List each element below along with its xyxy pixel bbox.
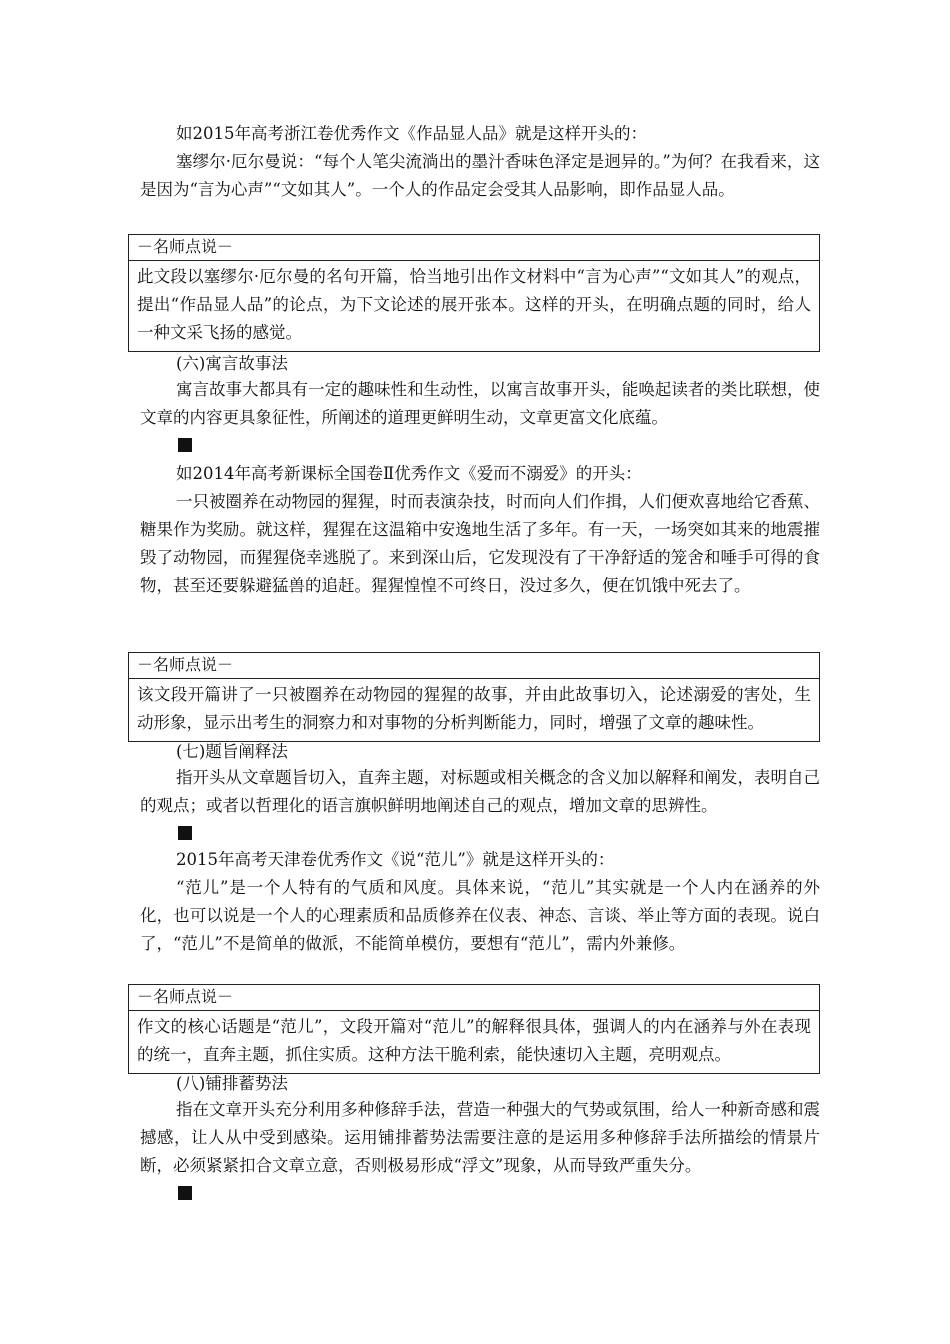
- square-bullet-icon: [178, 826, 192, 840]
- teacher-comment-heading: －名师点说－: [129, 985, 819, 1011]
- teacher-comment-text: 此文段以塞缪尔·厄尔曼的名句开篇，恰当地引出作文材料中“言为心声”“文如其人”的观点，提出“作品显人品”的论点，为下文论述的展开张本。这样的开头，在明确点题的同时，给人一种文采飞扬的感觉。: [137, 267, 811, 342]
- section7-example: “范儿”是一个人特有的气质和风度。具体来说，“范儿”其实就是一个人内在涵养的外化，也可以说是一个人的心理素质和品质修养在仪表、神态、言谈、举止等方面的表现。说白了，“范儿”不是简单的做派，不能简单模仿，要想有“范儿”，需内外兼修。: [140, 878, 820, 953]
- section6-intro: 如2014年高考新课标全国卷Ⅱ优秀作文《爱而不溺爱》的开头：: [176, 464, 642, 483]
- teacher-comment-text: 该文段开篇讲了一只被圈养在动物园的猩猩的故事，并由此故事切入，论述溺爱的害处，生动形象，显示出考生的洞察力和对事物的分析判断能力，同时，增强了文章的趣味性。: [137, 685, 811, 732]
- section6-desc: 寓言故事大都具有一定的趣味性和生动性，以寓言故事开头，能唤起读者的类比联想，使文章的内容更具象征性，所阐述的道理更鲜明生动，文章更富文化底蕴。: [140, 380, 820, 427]
- section6-example: 一只被圈养在动物园的猩猩，时而表演杂技，时而向人们作揖，人们便欢喜地给它香蕉、糖果作为奖励。就这样，猩猩在这温箱中安逸地生活了多年。有一天，一场突如其来的地震摧毁了动物园，而猩猩侥幸逃脱了。来到深山后，它发现没有了干净舒适的笼舍和唾手可得的食物，甚至还要躲避猛兽的追赶。猩猩惶惶不可终日，没过多久，便在饥饿中死去了。: [140, 492, 820, 595]
- teacher-comment-heading: －名师点说－: [129, 653, 819, 679]
- teacher-comment-heading: －名师点说－: [129, 235, 819, 261]
- section5-intro: 如2015年高考浙江卷优秀作文《作品显人品》就是这样开头的：: [176, 124, 647, 143]
- section7-title: (七)题旨阐释法: [176, 742, 288, 761]
- teacher-comment-box: [128, 234, 820, 352]
- section8-title: (八)铺排蓄势法: [176, 1074, 288, 1093]
- square-bullet-icon: [178, 438, 192, 452]
- section5-quote: 塞缪尔·厄尔曼说：“每个人笔尖流淌出的墨汁香味色泽定是迥异的。”为何？在我看来，这是因为“言为心声”“文如其人”。一个人的作品定会受其人品影响，即作品显人品。: [140, 152, 820, 199]
- section6-title: (六)寓言故事法: [176, 354, 288, 373]
- teacher-comment-box: [128, 984, 820, 1074]
- section7-intro: 2015年高考天津卷优秀作文《说“范儿”》就是这样开头的：: [176, 850, 615, 869]
- section8-desc: 指在文章开头充分利用多种修辞手法，营造一种强大的气势或氛围，给人一种新奇感和震撼感，让人从中受到感染。运用铺排蓄势法需要注意的是运用多种修辞手法所描绘的情景片断，必须紧紧扣合文章立意，否则极易形成“浮文”现象，从而导致严重失分。: [140, 1100, 820, 1175]
- square-bullet-icon: [178, 1186, 192, 1200]
- teacher-comment-text: 作文的核心话题是“范儿”，文段开篇对“范儿”的解释很具体，强调人的内在涵养与外在表现的统一，直奔主题，抓住实质。这种方法干脆利索，能快速切入主题，亮明观点。: [137, 1017, 811, 1064]
- section7-desc: 指开头从文章题旨切入，直奔主题，对标题或相关概念的含义加以解释和阐发，表明自己的观点；或者以哲理化的语言旗帜鲜明地阐述自己的观点，增加文章的思辨性。: [140, 768, 820, 815]
- teacher-comment-box: [128, 652, 820, 742]
